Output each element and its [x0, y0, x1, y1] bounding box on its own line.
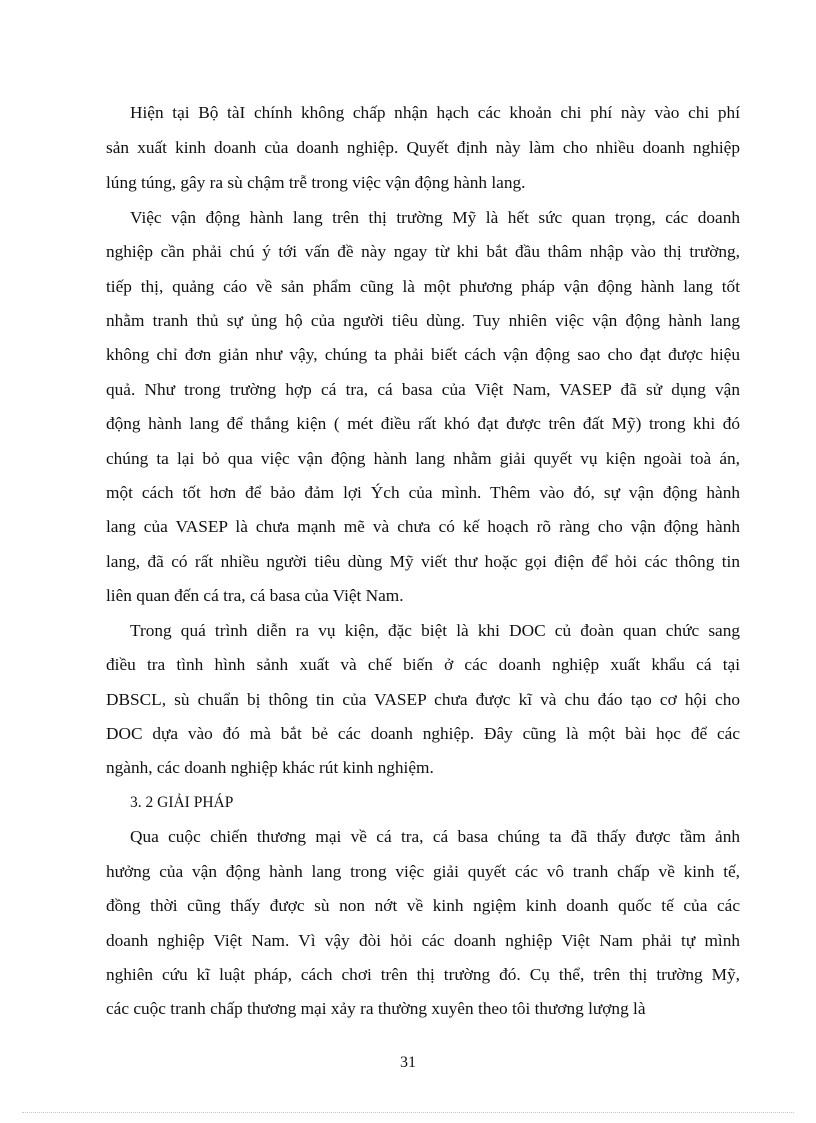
text-line: lang, đã có rất nhiều người tiêu dùng Mỹ viết thư hoặc gọi điện để hỏi các thông tin	[106, 552, 740, 571]
text-line: Trong quá trình diễn ra vụ kiện, đặc biệt là khi DOC củ đoàn quan chức sang	[130, 621, 740, 640]
text-line: doanh nghiệp Việt Nam. Vì vậy đòi hỏi các doanh nghiệp Việt Nam phải tự mình	[106, 931, 740, 950]
text-line: nghiên cứu kĩ luật pháp, cách chơi trên thị trường đó. Cụ thể, trên thị trường Mỹ,	[106, 965, 740, 984]
page-number: 31	[400, 1054, 416, 1071]
text-line: Việc vận động hành lang trên thị trường Mỹ là hết sức quan trọng, các doanh	[130, 208, 740, 227]
text-line: quả. Như trong trường hợp cá tra, cá basa của Việt Nam, VASEP đã sử dụng vận	[106, 380, 740, 399]
text-line: hưởng của vận động hành lang trong việc giải quyết các vô tranh chấp về kinh tế,	[106, 862, 740, 881]
text-line: ngành, các doanh nghiệp khác rút kinh nghiệm.	[106, 758, 434, 777]
text-line: động hành lang để thắng kiện ( mét điều rất khó đạt được trên đất Mỹ) trong khi đó	[106, 414, 740, 433]
text-line: Hiện tại Bộ tàI chính không chấp nhận hạch các khoản chi phí này vào chi phí	[130, 103, 740, 122]
text-line: liên quan đến cá tra, cá basa của Việt Nam.	[106, 586, 404, 605]
text-line: nghiệp cần phải chú ý tới vấn đề này ngay từ khi bắt đầu thâm nhập vào thị trường,	[106, 242, 740, 261]
text-line: sản xuất kinh doanh của doanh nghiệp. Quyết định này làm cho nhiều doanh nghiệp	[106, 138, 740, 157]
text-line: các cuộc tranh chấp thương mại xảy ra thường xuyên theo tôi thương lượng là	[106, 999, 646, 1018]
text-line: không chỉ đơn giản như vậy, chúng ta phải biết cách vận động sao cho đạt được hiệu	[106, 345, 740, 364]
text-line: điều tra tình hình sảnh xuất và chế biến ở các doanh nghiệp xuất khẩu cá tại	[106, 655, 740, 674]
page-bottom-rule	[22, 1112, 794, 1113]
text-line: DBSCL, sù chuẩn bị thông tin của VASEP chưa được kĩ và chu đáo tạo cơ hội cho	[106, 690, 740, 709]
section-heading: 3. 2 GIẢI PHÁP	[130, 794, 234, 811]
text-line: DOC dựa vào đó mà bắt bẻ các doanh nghiệp. Đây cũng là một bài học để các	[106, 724, 740, 743]
text-line: tiếp thị, quảng cáo về sản phẩm cũng là một phương pháp vận động hành lang tốt	[106, 277, 740, 296]
text-line: đồng thời cũng thấy được sù non nớt về kinh ngiệm kinh doanh quốc tế của các	[106, 896, 740, 915]
text-line: Qua cuộc chiến thương mại về cá tra, cá basa chúng ta đã thấy được tầm ảnh	[130, 827, 740, 846]
text-line: lúng túng, gây ra sù chậm trễ trong việc vận động hành lang.	[106, 173, 526, 192]
text-line: một cách tốt hơn để bảo đảm lợi Ých của mình. Thêm vào đó, sự vận động hành	[106, 483, 740, 502]
text-line: chúng ta lại bỏ qua việc vận động hành lang nhằm giải quyết vụ kiện ngoài toà án,	[106, 449, 740, 468]
text-line: nhằm tranh thủ sự ủng hộ của người tiêu dùng. Tuy nhiên việc vận động hành lang	[106, 311, 740, 330]
text-line: lang của VASEP là chưa mạnh mẽ và chưa có kế hoạch rõ ràng cho vận động hành	[106, 517, 740, 536]
